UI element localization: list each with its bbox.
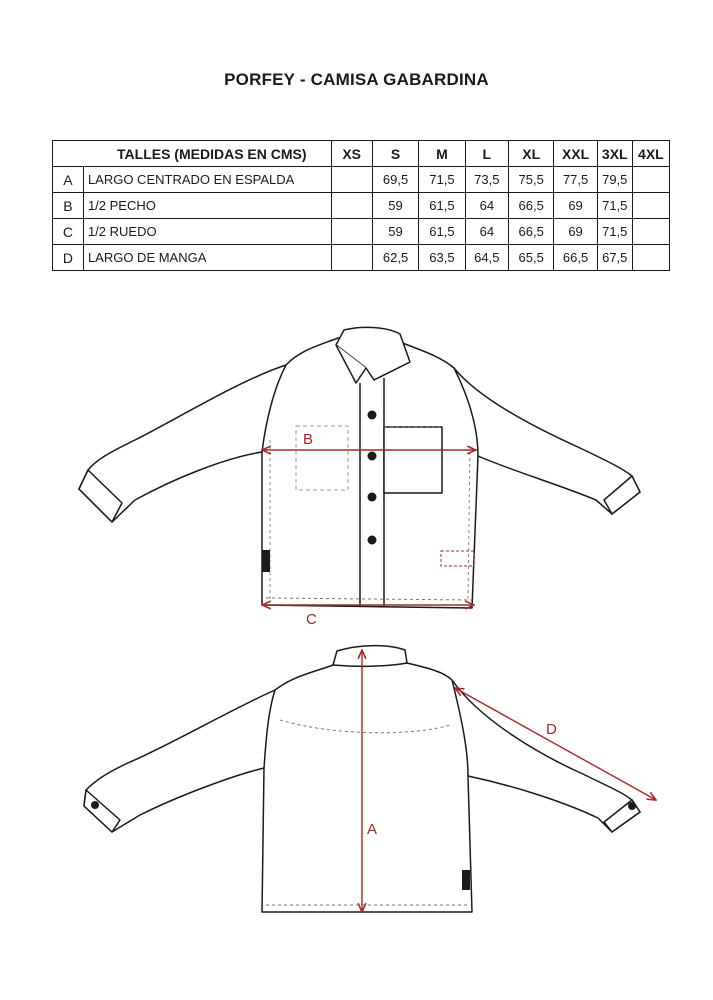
size-header: L — [465, 141, 508, 167]
table-cell: 61,5 — [419, 219, 465, 245]
table-cell: 65,5 — [509, 245, 554, 271]
size-header: 3XL — [597, 141, 632, 167]
table-cell: 61,5 — [419, 193, 465, 219]
table-cell: 59 — [372, 193, 418, 219]
table-cell: 77,5 — [554, 167, 597, 193]
row-label: 1/2 PECHO — [83, 193, 331, 219]
table-cell: 59 — [372, 219, 418, 245]
row-label: 1/2 RUEDO — [83, 219, 331, 245]
table-cell: 66,5 — [509, 193, 554, 219]
page-title: PORFEY - CAMISA GABARDINA — [224, 70, 489, 89]
measure-d-label: D — [546, 721, 557, 738]
table-cell: 66,5 — [509, 219, 554, 245]
back-collar — [333, 646, 407, 667]
size-header: 4XL — [632, 141, 669, 167]
table-cell: 64 — [465, 193, 508, 219]
table-cell: 69 — [554, 193, 597, 219]
table-cell: 67,5 — [597, 245, 632, 271]
table-cell: 66,5 — [554, 245, 597, 271]
table-cell: 71,5 — [597, 219, 632, 245]
back-label-tag — [462, 870, 470, 890]
front-chest-pocket — [384, 427, 442, 493]
table-cell: 71,5 — [419, 167, 465, 193]
row-letter: A — [53, 167, 84, 193]
table-cell: 79,5 — [597, 167, 632, 193]
back-body — [262, 663, 472, 912]
back-left-sleeve — [84, 690, 275, 832]
table-header-label: TALLES (MEDIDAS EN CMS) — [53, 141, 332, 167]
table-cell: 69 — [554, 219, 597, 245]
size-header: M — [419, 141, 465, 167]
table-cell: 62,5 — [372, 245, 418, 271]
table-cell: 64,5 — [465, 245, 508, 271]
measure-a-label: A — [367, 821, 378, 838]
shirt-front-illustration — [79, 327, 640, 608]
front-body — [262, 338, 478, 608]
table-cell: 69,5 — [372, 167, 418, 193]
size-header: S — [372, 141, 418, 167]
row-label: LARGO CENTRADO EN ESPALDA — [83, 167, 331, 193]
table-cell: 75,5 — [509, 167, 554, 193]
row-letter: D — [53, 245, 84, 271]
table-cell: 71,5 — [597, 193, 632, 219]
measure-b-label: B — [303, 431, 314, 448]
table-cell: 64 — [465, 219, 508, 245]
table-cell: 73,5 — [465, 167, 508, 193]
front-label-tag — [262, 550, 270, 572]
size-header: XS — [331, 141, 372, 167]
measure-c-label: C — [306, 611, 317, 628]
size-header: XL — [509, 141, 554, 167]
table-cell: 63,5 — [419, 245, 465, 271]
row-label: LARGO DE MANGA — [83, 245, 331, 271]
row-letter: C — [53, 219, 84, 245]
row-letter: B — [53, 193, 84, 219]
size-header: XXL — [554, 141, 597, 167]
